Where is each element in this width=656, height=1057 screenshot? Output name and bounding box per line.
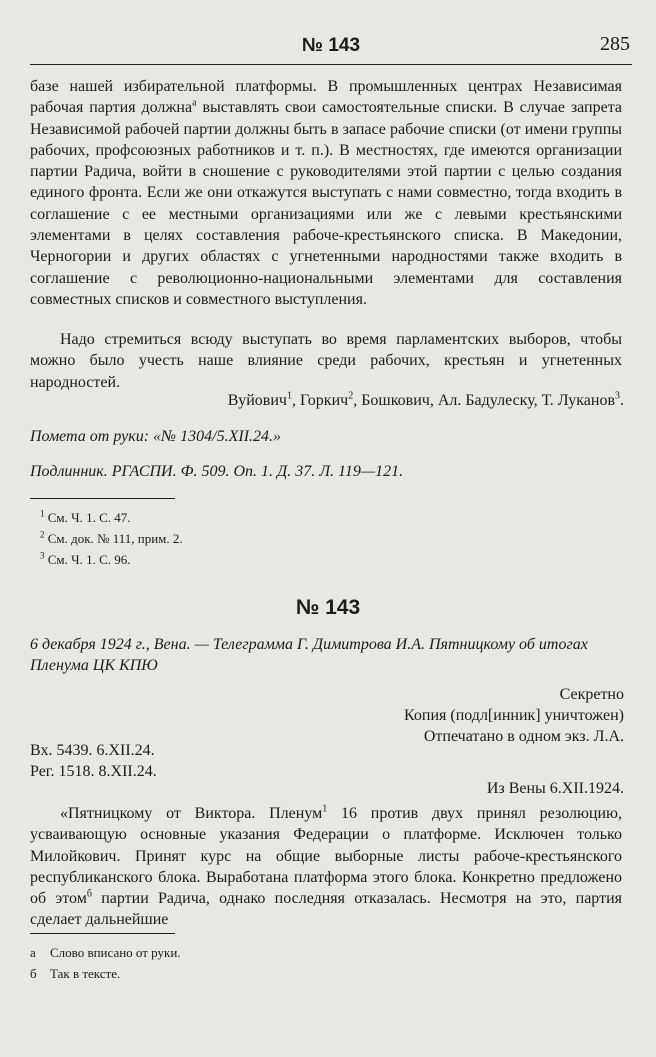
classification-marks: [404, 684, 624, 747]
p1-text: базе нашей избирательной платформы. В промышленных центрах Независимая рабочая партия должна: [30, 78, 622, 117]
signature-name: Горкич: [299, 392, 349, 409]
body-text: «Пятницкому от Виктора. Пленум: [60, 805, 323, 822]
telegram-body: [30, 803, 622, 931]
handwritten-note: Помета от руки: «№ 1304/5.XII.24.»: [30, 428, 282, 445]
footnote-list: [40, 507, 183, 570]
footnote-ref-a: а: [192, 97, 197, 109]
signature-name: Бошкович, Ал. Бадулеску, Т. Луканов: [361, 392, 615, 409]
footnote-item: [40, 507, 183, 528]
footnote-text: См. док. № 111, прим. 2.: [47, 531, 183, 546]
body-paragraph-2: Надо стремиться всюду выступать во время парламентских выборов, чтобы можно было учесть наше влияние среди рабочих, крестьян и угнетенных народностей.: [30, 331, 622, 391]
signature-ref: 1: [286, 390, 292, 402]
signature-name: Вуйович: [227, 392, 287, 409]
signatures: [228, 392, 624, 410]
body-text: 16 против двух принял резолюцию, усваивающую основные указания Федерации о платформе. Исключен только Милойкович. Принят курс на общие выборные листы рабоче-крестьянского республиканского блока. Выработана платформа этого блока. Конкретно предложено об этом: [30, 805, 623, 908]
signature-ref: 3: [615, 390, 620, 402]
bottom-footnote-text: Слово вписано от руки.: [50, 945, 181, 960]
p1-text-cont: выставлять свои самостоятельные списки. В случае запрета Независимой рабочей партии должны быть в запасе рабочие списки (от имени группы рабочих, профсоюзных работников и т. п.). В местностях, где имеются организации партии Радича, войти в сношение с руководителями этой партии с целью создания единого фронта. Если же они откажутся выступать с нами совместно, тогда входить в соглашение с ее местными организациями или же с левыми крестьянскими элементами в целях составления рабоче-крестьянского списка. В Македонии, Черногории и других областях с угнетенными народностями также входить в соглашение с революционно-национальными элементами для составления совместных списков и совместного выступления.: [30, 99, 623, 308]
registration: [30, 740, 157, 782]
signature-sep: ,: [291, 392, 300, 409]
bottom-footnote-item: [30, 942, 181, 963]
footnote-ref-1: 1: [322, 803, 328, 815]
bottom-footnote-mark: а: [30, 945, 36, 960]
footnote-mark: 3: [40, 550, 45, 561]
page-number: 285: [600, 33, 630, 55]
origin-line: Из Вены 6.XII.1924.: [486, 780, 624, 797]
bottom-footnote-item: [30, 963, 181, 984]
footnote-ref-b: б: [86, 888, 92, 900]
footnote-text: См. Ч. 1. С. 96.: [47, 552, 131, 567]
mark-copy: Копия (подл[инник] уничтожен): [404, 707, 624, 724]
document-title: № 143: [295, 596, 361, 619]
footnote-item: [40, 528, 183, 549]
bottom-footnotes: [30, 942, 181, 984]
bottom-footnote-divider: [30, 933, 175, 934]
running-header: [30, 30, 632, 65]
mark-printed: Отпечатано в одном экз. Л.А.: [423, 728, 624, 745]
signature-ref: 2: [348, 390, 354, 402]
footnote-text: См. Ч. 1. С. 47.: [47, 510, 131, 525]
header-doc-number: № 143: [301, 35, 361, 56]
mark-secret: Секретно: [559, 686, 624, 703]
reg-incoming: Вх. 5439. 6.XII.24.: [30, 742, 155, 759]
document-subtitle: 6 декабря 1924 г., Вена. — Телеграмма Г. Димитрова И.А. Пятницкому об итогах Пленума ЦК КПЮ: [30, 636, 588, 674]
reg-number: Рег. 1518. 8.XII.24.: [30, 763, 157, 780]
body-paragraph-1: [30, 76, 622, 310]
body-text: партии Радича, однако последняя отказалась. Несмотря на это, партия сделает дальнейшие: [30, 890, 623, 929]
footnote-mark: 2: [40, 529, 45, 540]
footnote-mark: 1: [40, 508, 45, 519]
source-reference: Подлинник. РГАСПИ. Ф. 509. Оп. 1. Д. 37. Л. 119—121.: [30, 463, 404, 480]
bottom-footnote-mark: б: [30, 966, 37, 981]
signature-sep: ,: [353, 392, 362, 409]
bottom-footnote-text: Так в тексте.: [50, 966, 121, 981]
footnote-divider: [30, 498, 175, 499]
signature-sep: .: [620, 392, 624, 409]
footnote-item: [40, 549, 183, 570]
